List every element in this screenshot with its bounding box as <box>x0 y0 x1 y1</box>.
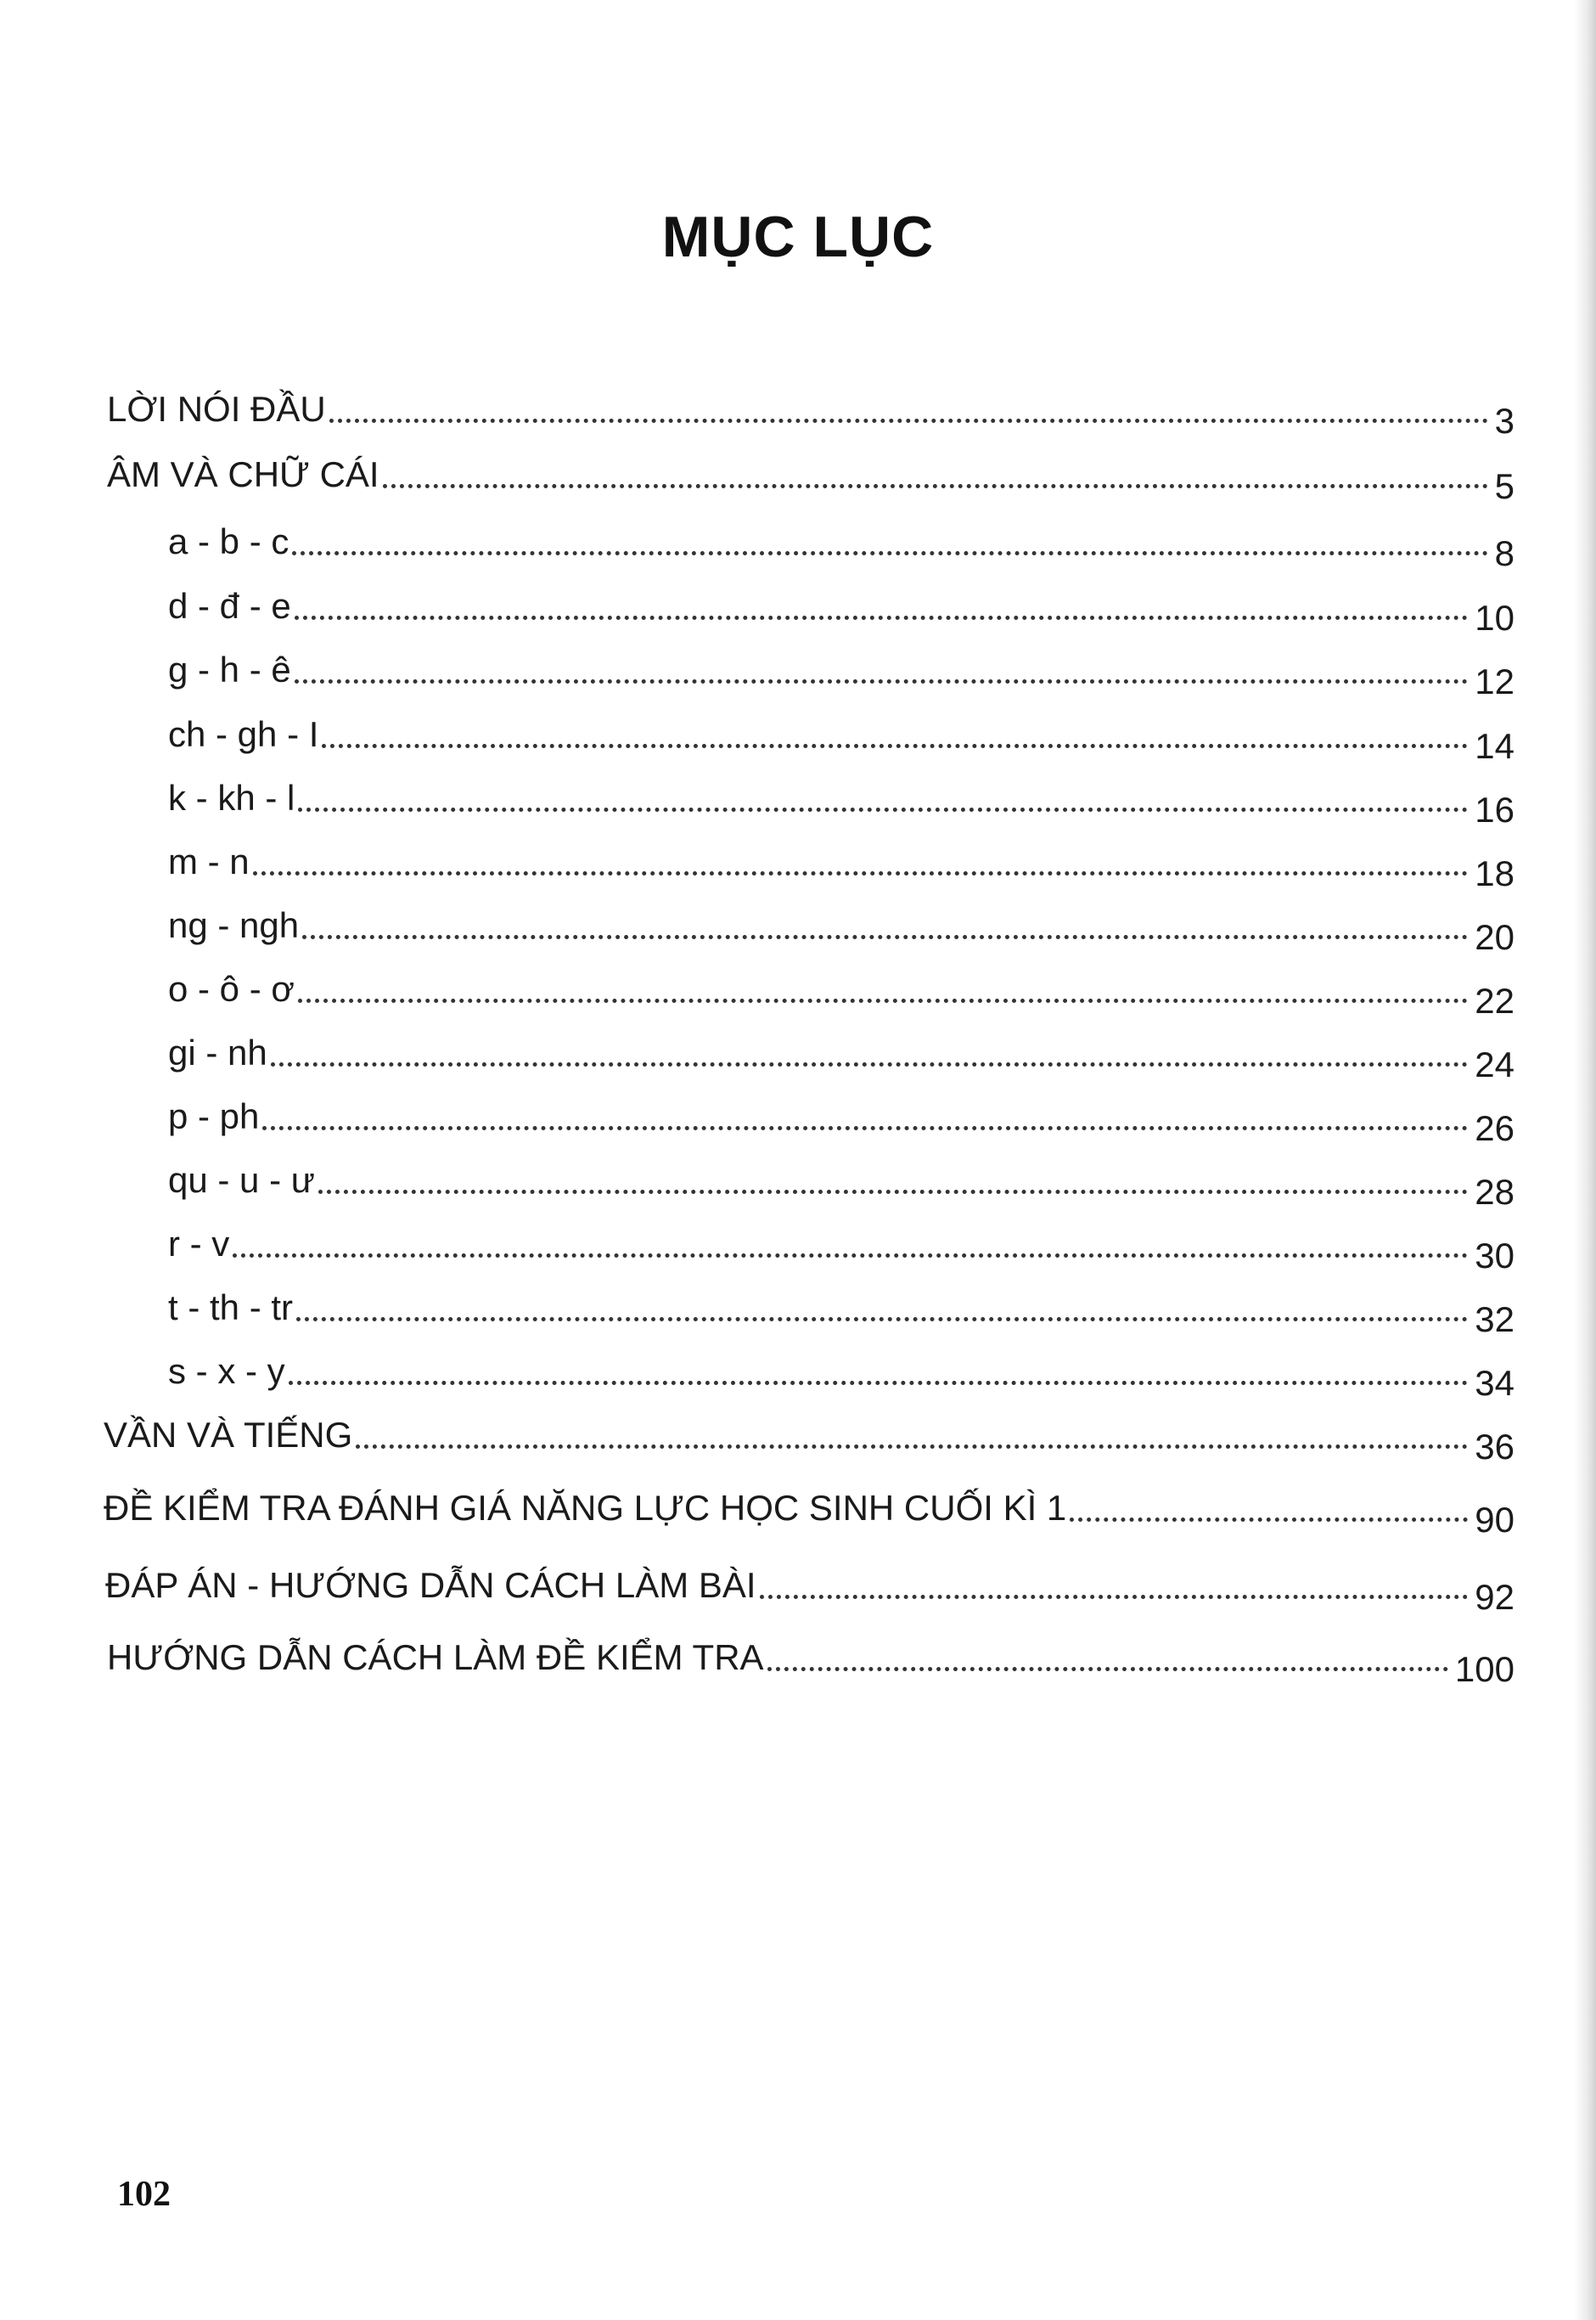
toc-entry-label: o - ô - ơ <box>168 969 295 1009</box>
toc-entry-label: HƯỚNG DẪN CÁCH LÀM ĐỀ KIỂM TRA <box>107 1637 764 1677</box>
toc-dot-leader <box>298 808 1468 812</box>
toc-entry-page: 20 <box>1475 917 1515 957</box>
toc-entry-page: 30 <box>1475 1236 1515 1275</box>
toc-entry-label: k - kh - l <box>168 778 295 818</box>
toc-subentry <box>168 895 1515 957</box>
toc-entry-page: 32 <box>1475 1299 1515 1339</box>
toc-entry-page: 14 <box>1475 726 1515 766</box>
toc-entry-page: 10 <box>1475 598 1515 638</box>
toc-entry <box>104 1405 1515 1467</box>
toc-dot-leader <box>233 1253 1468 1258</box>
toc-entry-label: qu - u - ư <box>168 1160 315 1200</box>
toc-dot-leader <box>322 744 1468 748</box>
toc-entry-page: 3 <box>1494 401 1515 441</box>
page-number: 102 <box>117 2175 171 2214</box>
toc-dot-leader <box>289 1381 1469 1385</box>
toc-entry-page: 12 <box>1475 662 1515 701</box>
toc-entry-page: 22 <box>1475 981 1515 1021</box>
toc-subentry <box>168 1341 1515 1403</box>
toc-dot-leader <box>298 999 1468 1003</box>
toc-dot-leader <box>329 419 1488 423</box>
toc-entry-label: gi - nh <box>168 1033 267 1073</box>
toc-entry-label: s - x - y <box>168 1351 285 1391</box>
toc-entry-page: 90 <box>1475 1500 1515 1540</box>
toc-subentry <box>168 1150 1515 1212</box>
toc-subentry <box>168 831 1515 893</box>
toc-entry-label: t - th - tr <box>168 1287 293 1327</box>
toc-subentry <box>168 511 1515 573</box>
scan-edge-shadow <box>1574 0 1596 2320</box>
toc-dot-leader <box>302 935 1468 939</box>
toc-dot-leader <box>383 484 1488 488</box>
toc-entry-label: g - h - ê <box>168 650 291 690</box>
toc-entry <box>104 1478 1515 1540</box>
toc-subentry <box>168 959 1515 1021</box>
toc-entry-page: 8 <box>1494 533 1515 573</box>
toc-entry-label: m - n <box>168 842 250 881</box>
toc-entry-label: ch - gh - I <box>168 714 319 754</box>
toc-entry <box>105 1555 1515 1617</box>
toc-dot-leader <box>767 1667 1448 1671</box>
toc-entry-label: ng - ngh <box>168 905 300 945</box>
toc-subentry <box>168 768 1515 830</box>
toc-entry-label: ÂM VÀ CHỮ CÁI <box>107 454 379 494</box>
toc-entry-label: VẦN VÀ TIẾNG <box>104 1415 353 1455</box>
toc-entry-label: p - ph <box>168 1096 260 1136</box>
toc-entry-page: 26 <box>1475 1108 1515 1148</box>
toc-entry-page: 5 <box>1494 466 1515 506</box>
page-title: MỤC LỤC <box>661 205 935 269</box>
toc-subentry <box>168 1086 1515 1148</box>
toc-dot-leader <box>253 871 1469 876</box>
toc-entry-page: 16 <box>1475 790 1515 830</box>
toc-entry-page: 34 <box>1475 1363 1515 1403</box>
toc-dot-leader <box>262 1126 1468 1130</box>
toc-entry <box>107 1627 1515 1689</box>
toc-subentry <box>168 639 1515 701</box>
toc-entry <box>107 379 1515 441</box>
toc-entry-page: 36 <box>1475 1427 1515 1467</box>
toc-dot-leader <box>295 616 1469 620</box>
toc-entry-page: 24 <box>1475 1045 1515 1084</box>
toc-entry-label: ĐỀ KIỂM TRA ĐÁNH GIÁ NĂNG LỰC HỌC SINH CUỐI KÌ 1 <box>104 1488 1067 1528</box>
toc-dot-leader <box>295 679 1469 684</box>
toc-subentry <box>168 576 1515 638</box>
toc-subentry <box>168 1277 1515 1339</box>
toc-dot-leader <box>1070 1518 1468 1522</box>
toc-entry-page: 28 <box>1475 1172 1515 1212</box>
toc-entry-page: 100 <box>1454 1649 1515 1689</box>
toc-subentry <box>168 1022 1515 1084</box>
toc-entry-label: d - đ - e <box>168 586 291 626</box>
toc-dot-leader <box>296 1317 1468 1321</box>
toc-entry-label: ĐÁP ÁN - HƯỚNG DẪN CÁCH LÀM BÀI <box>105 1565 756 1605</box>
toc-entry-page: 18 <box>1475 853 1515 893</box>
toc-subentry <box>168 704 1515 766</box>
toc-entry-label: LỜI NÓI ĐẦU <box>107 389 326 429</box>
toc-dot-leader <box>760 1595 1469 1599</box>
toc-entry-page: 92 <box>1475 1577 1515 1617</box>
toc-dot-leader <box>356 1444 1468 1449</box>
toc-entry-label: a - b - c <box>168 521 289 561</box>
toc-entry <box>107 444 1515 506</box>
toc-dot-leader <box>271 1062 1469 1067</box>
toc-dot-leader <box>318 1190 1468 1194</box>
toc-dot-leader <box>292 551 1487 555</box>
toc-entry-label: r - v <box>168 1224 230 1264</box>
toc-subentry <box>168 1213 1515 1275</box>
